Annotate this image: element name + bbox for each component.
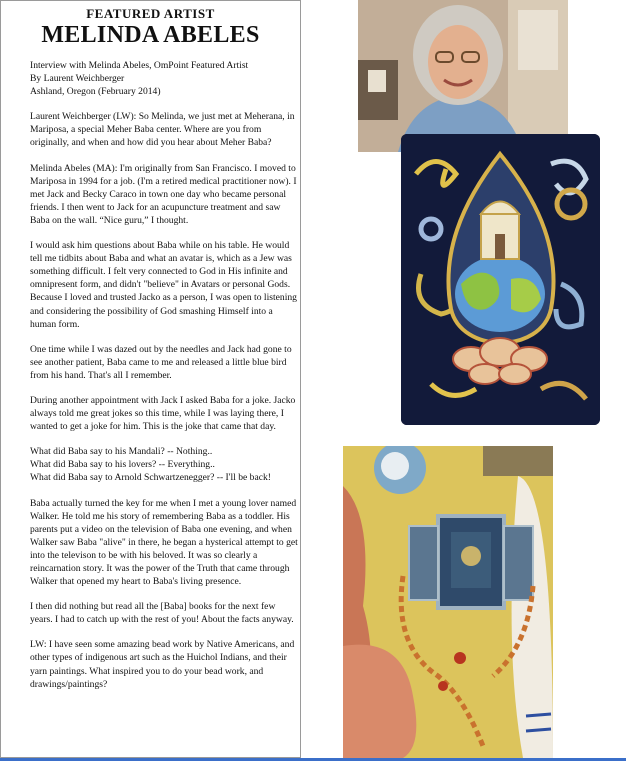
bead-artwork-illustration [401,134,600,425]
byline: By Laurent Weichberger [30,73,125,85]
intro-block [30,59,298,98]
bead-artwork-photo [401,134,600,425]
paragraph: I then did nothing but read all the [Baba] books for the next few years. I had to catch up with the rest of you! About the facts anyway. [30,601,294,626]
portrait-illustration [358,0,568,152]
section-kicker: FEATURED ARTIST [86,6,215,21]
paragraph: Melinda Abeles (MA): I'm originally from San Francisco. I moved to Mariposa in 1994 for a job. (I'm a retired medical practitioner now). I met Jack and Becky Caraco in town one day who became personal friends. I then went to Jack for an acupuncture treatment and saw Baba on the wall. “Nice guru,” I thought. [30,162,297,226]
paragraph: One time while I was dazed out by the needles and Jack had gone to see another patient, Baba came to me and released a little blue bird from his hand. That's all I remember. [30,343,292,381]
paragraph: I would ask him questions about Baba while on his table. He would tell me tidbits about Baba and what an avatar is, which as a Jew was something difficult. I felt very connected to God in His infinite and omnipresent form, and didn't "believe" in Avatars or personal Gods. Because I loved and trusted Jacko as a person, I was open to listening and considering the possibility of God smashing Himself into a human form. [30,240,297,330]
shrine-illustration [343,446,553,758]
joke-line: What did Baba say to Arnold Schwartzenegger? -- I'll be back! [30,472,271,484]
paragraph: Laurent Weichberger (LW): So Melinda, we just met at Meherana, in Mariposa, a special Meher Baba center. Where are you from originally, and when and how did you hear about Meher Baba? [30,111,295,149]
shrine-photo [343,446,553,758]
paragraph: LW: I have seen some amazing bead work by Native Americans, and other types of indigenous art such as the Huichol Indians, and their yarn paintings. What inspired you to do your bead work, and drawings/paintings? [30,639,295,690]
joke-line: What did Baba say to his lovers? -- Everything.. [30,459,215,471]
artist-name-title: MELINDA ABELES [41,22,260,48]
paragraph: Baba actually turned the key for me when I met a young lover named Walker. He told me his story of remembering Baba as a toddler. His parents put a video on the television of Baba one evening, and when Walker saw Baba "alive" in there, he began a hysterical attempt to get into the televison to be with his beloved. It was so clearly a reincarnation story. It was the power of the Truth that came through Walker that opened my heart to Baba's living presence. [30,497,298,588]
jokes-block [30,445,298,484]
dateline: Ashland, Oregon (February 2014) [30,86,161,98]
paragraph: During another appointment with Jack I asked Baba for a joke. Jacko always told me great jokes so this time, while I was laying there, I wanted to get a joke for him. This is the joke that came that day. [30,394,296,433]
article-column [0,0,301,758]
artist-portrait-photo [358,0,568,152]
article-body [30,59,298,703]
intro-line: Interview with Melinda Abeles, OmPoint Featured Artist [30,60,249,71]
joke-line: What did Baba say to his Mandali? -- Nothing.. [30,446,213,458]
